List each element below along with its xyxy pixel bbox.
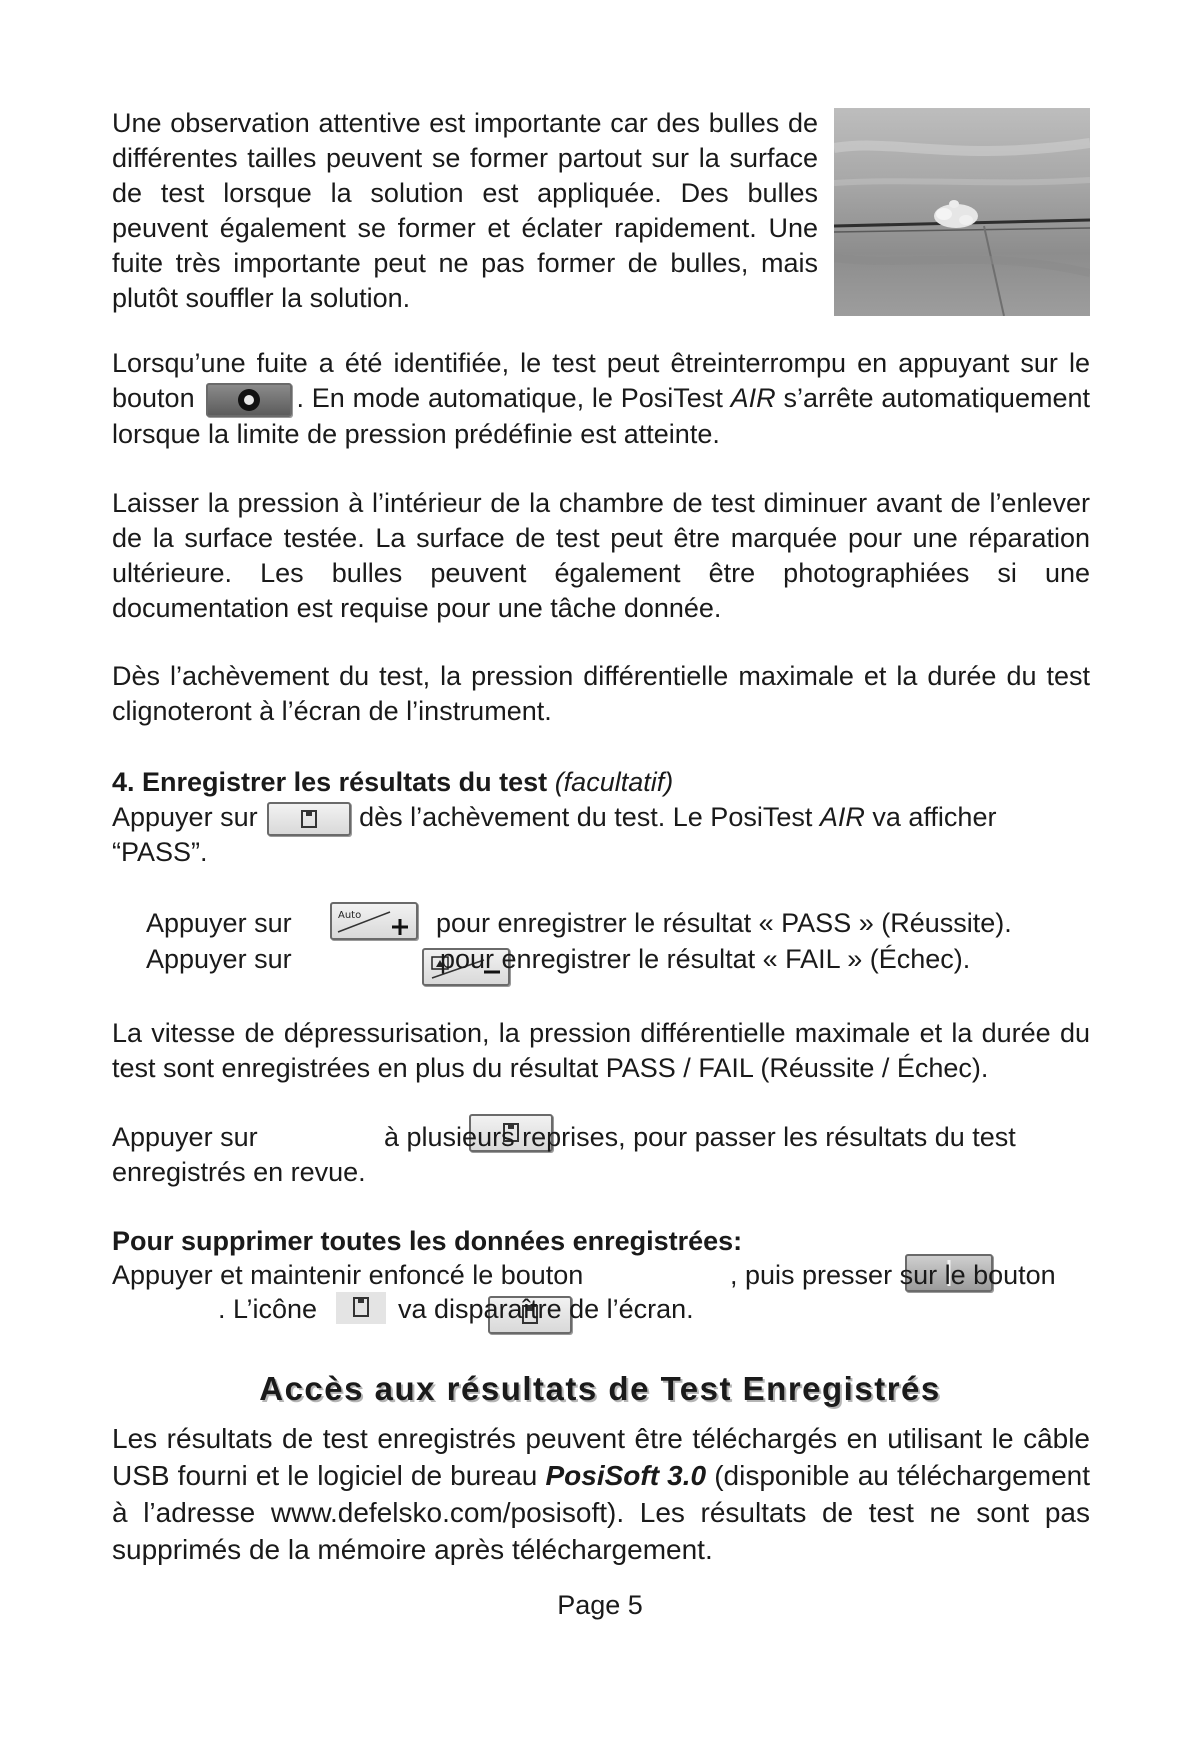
access-paragraph xyxy=(112,1420,1090,1568)
software-name: PosiSoft 3.0 xyxy=(545,1460,707,1491)
review-text: à plusieurs reprises, pour passer les résultats du test xyxy=(384,1122,1016,1152)
bubbles-observation-paragraph: Une observation attentive est importante car des bulles de différentes tailles peuvent se former partout sur la surface de test lorsque la solution est appliquée. Des bulles peuvent également se former et éclater rapidement. Une fuite très importante peut ne pas former de bulles, mais plutôt souffler la solution. xyxy=(112,108,818,313)
access-section-title: Accès aux résultats de Test Enregistrés xyxy=(259,1370,941,1407)
page-number: Page 5 xyxy=(557,1590,643,1620)
leak-text-air: AIR xyxy=(730,383,776,413)
auto-plus-button-icon xyxy=(330,902,418,940)
save-line-air: AIR xyxy=(819,802,865,832)
stop-button-icon xyxy=(206,383,292,417)
leak-text-mid: . En mode automatique, le PosiTest xyxy=(296,383,731,413)
review-lead: Appuyer sur xyxy=(112,1122,258,1152)
section-4-title: 4. Enregistrer les résultats du test xyxy=(112,767,548,797)
svg-text:Auto: Auto xyxy=(338,910,362,921)
delete-line1-a: Appuyer et maintenir enfoncé le bouton xyxy=(112,1260,584,1290)
pass-lead: Appuyer sur xyxy=(146,908,292,938)
pressure-release-paragraph: Laisser la pression à l’intérieur de la chambre de test diminuer avant de l’enlever de la surface testée. La surface de test peut être marquée pour une réparation ultérieure. Les bulles peuvent également être photographiées si une documentation est requise pour une tâche donnée. xyxy=(112,488,1090,623)
save-line-end: va afficher xyxy=(864,802,997,832)
delete-line2-a: . L’icône xyxy=(218,1294,318,1324)
bubble-leak-photo xyxy=(834,108,1090,316)
save-button-icon xyxy=(267,802,351,836)
pass-display-text: “PASS”. xyxy=(112,837,208,867)
test-complete-paragraph: Dès l’achèvement du test, la pression différentielle maximale et la durée du test clignoteront à l’écran de l’instrument. xyxy=(112,661,1090,726)
section-4-note: (facultatif) xyxy=(554,767,674,797)
fail-lead: Appuyer sur xyxy=(146,944,292,974)
leak-identified-paragraph xyxy=(112,346,1090,452)
access-text-after: (disponible au téléchargement à l’adresse www.defelsko.com/posisoft). Les résultats de test ne sont pas supprimés de la mémoire après téléchargement. xyxy=(112,1460,1090,1565)
leak-text-after: s’arrête automatiquement lorsque la limite de pression prédéfinie est atteinte. xyxy=(112,383,1090,449)
access-text-before: Les résultats de test enregistrés peuvent être téléchargés en utilisant le câble USB fourni et le logiciel de bureau xyxy=(112,1423,1090,1491)
delete-line1-b: , puis presser sur le bouton xyxy=(730,1260,1056,1290)
pass-text: pour enregistrer le résultat « PASS » (Réussite). xyxy=(436,908,1012,938)
recorded-data-paragraph: La vitesse de dépressurisation, la pression différentielle maximale et la durée du test sont enregistrées en plus du résultat PASS / FAIL (Réussite / Échec). xyxy=(112,1018,1090,1083)
save-line-text: dès l’achèvement du test. Le PosiTest xyxy=(359,802,820,832)
save-instruction-line xyxy=(112,800,1090,836)
delete-line2-b: va disparaître de l’écran. xyxy=(398,1294,694,1324)
delete-heading: Pour supprimer toutes les données enregistrées: xyxy=(112,1226,743,1256)
review-line2: enregistrés en revue. xyxy=(112,1157,366,1187)
leak-text-before: Lorsqu’une fuite a été identifiée, le test peut êtreinterrompu en appuyant sur le bouton xyxy=(112,348,1090,413)
save-line-lead: Appuyer sur xyxy=(112,802,258,832)
fail-text: pour enregistrer le résultat « FAIL » (Échec). xyxy=(440,944,971,974)
save-screen-icon xyxy=(336,1292,386,1324)
section-4-heading xyxy=(112,765,1090,800)
